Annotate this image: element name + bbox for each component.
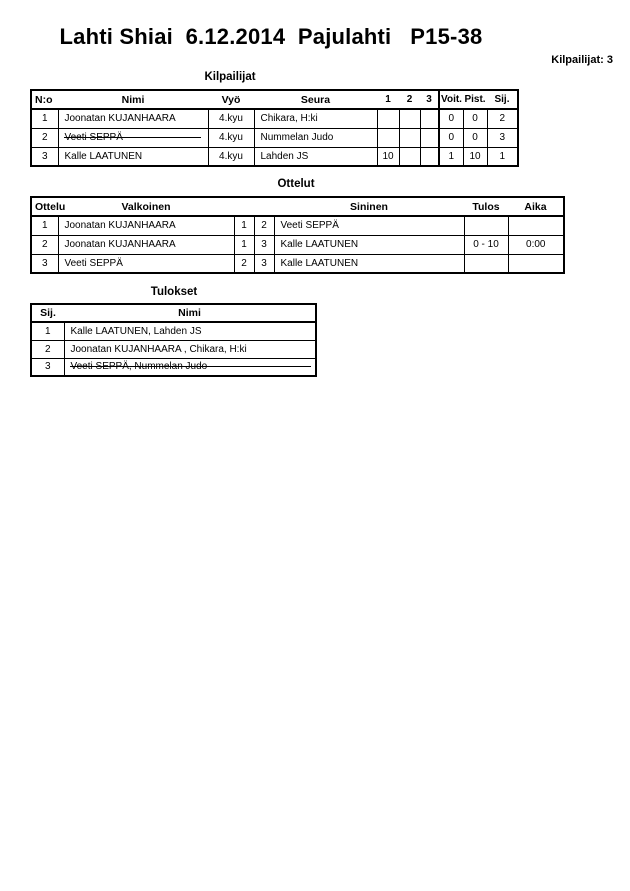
table-row	[31, 340, 316, 358]
cell-valkoinen: Joonatan KUJANHAARA	[58, 216, 234, 235]
cell-voit: 0	[439, 128, 463, 147]
cell-blue-no: 2	[254, 216, 274, 235]
kilpailijat-col-nimi: Nimi	[58, 90, 208, 109]
tulokset-col-sij: Sij.	[31, 304, 64, 322]
cell-r1	[377, 109, 399, 128]
cell-sij: 3	[487, 128, 518, 147]
tulokset-col-nimi: Nimi	[64, 304, 316, 322]
cell-r1	[377, 128, 399, 147]
kilpailijat-col-r1: 1	[377, 90, 399, 109]
cell-r2	[399, 128, 420, 147]
cell-aika	[508, 254, 564, 273]
tulokset-heading: Tulokset	[150, 286, 198, 298]
cell-no: 2	[31, 128, 58, 147]
cell-nimi: Joonatan KUJANHAARA , Chikara, H:ki	[64, 340, 316, 358]
ottelut-header-row	[31, 197, 564, 216]
cell-r2	[399, 147, 420, 166]
ottelut-col-sininen: Sininen	[274, 197, 464, 216]
cell-aika	[508, 216, 564, 235]
cell-tulos	[464, 254, 508, 273]
cell-nimi: Veeti SEPPÄ	[58, 128, 208, 147]
kilpailijat-table	[30, 89, 519, 167]
ottelut-col-tulos: Tulos	[464, 197, 508, 216]
cell-valkoinen: Veeti SEPPÄ	[58, 254, 234, 273]
cell-no: 3	[31, 147, 58, 166]
kilpailijat-col-r2: 2	[399, 90, 420, 109]
tulokset-header-row	[31, 304, 316, 322]
kilpailijat-col-no: N:o	[31, 90, 58, 109]
ottelut-col-wn	[234, 197, 254, 216]
cell-nimi: Joonatan KUJANHAARA	[58, 109, 208, 128]
cell-r2	[399, 109, 420, 128]
cell-seura: Chikara, H:ki	[254, 109, 377, 128]
cell-sininen: Kalle LAATUNEN	[274, 254, 464, 273]
cell-nimi: Kalle LAATUNEN, Lahden JS	[64, 322, 316, 340]
kilpailijat-col-pist: Pist.	[463, 90, 487, 109]
cell-voit: 1	[439, 147, 463, 166]
cell-tulos: 0 - 10	[464, 235, 508, 254]
cell-vyo: 4.kyu	[208, 128, 254, 147]
cell-r1: 10	[377, 147, 399, 166]
table-row	[31, 147, 518, 166]
table-row	[31, 109, 518, 128]
cell-white-no: 1	[234, 235, 254, 254]
ottelut-col-aika: Aika	[508, 197, 564, 216]
table-row	[31, 235, 564, 254]
kilpailijat-header-row	[31, 90, 518, 109]
table-row	[31, 216, 564, 235]
table-row	[31, 358, 316, 376]
cell-voit: 0	[439, 109, 463, 128]
cell-blue-no: 3	[254, 254, 274, 273]
cell-sij: 2	[487, 109, 518, 128]
kilpailijat-col-sij: Sij.	[487, 90, 518, 109]
tulokset-table	[30, 303, 317, 377]
table-row	[31, 254, 564, 273]
cell-sininen: Kalle LAATUNEN	[274, 235, 464, 254]
cell-tulos	[464, 216, 508, 235]
kilpailijat-col-voit: Voit.	[439, 90, 463, 109]
cell-nimi: Veeti SEPPÄ, Nummelan Judo	[64, 358, 316, 376]
cell-no: 1	[31, 109, 58, 128]
cell-valkoinen: Joonatan KUJANHAARA	[58, 235, 234, 254]
table-row	[31, 128, 518, 147]
cell-sij: 3	[31, 358, 64, 376]
cell-sij: 1	[487, 147, 518, 166]
cell-nimi: Kalle LAATUNEN	[58, 147, 208, 166]
page-title: Lahti Shiai 6.12.2014 Pajulahti P15-38	[59, 24, 483, 49]
ottelut-col-ottelu: Ottelu	[31, 197, 58, 216]
kilpailijat-col-r3: 3	[420, 90, 439, 109]
cell-sininen: Veeti SEPPÄ	[274, 216, 464, 235]
cell-match-no: 1	[31, 216, 58, 235]
ottelut-col-valkoinen: Valkoinen	[58, 197, 234, 216]
cell-white-no: 1	[234, 216, 254, 235]
cell-r3	[420, 109, 439, 128]
ottelut-heading: Ottelut	[277, 178, 315, 190]
cell-r3	[420, 128, 439, 147]
competitors-count: Kilpailijat: 3	[551, 54, 613, 66]
cell-aika: 0:00	[508, 235, 564, 254]
cell-pist: 0	[463, 128, 487, 147]
cell-sij: 2	[31, 340, 64, 358]
ottelut-col-bn	[254, 197, 274, 216]
cell-sij: 1	[31, 322, 64, 340]
kilpailijat-col-seura: Seura	[254, 90, 377, 109]
ottelut-table	[30, 196, 565, 274]
cell-r3	[420, 147, 439, 166]
kilpailijat-heading: Kilpailijat	[204, 71, 256, 83]
cell-pist: 10	[463, 147, 487, 166]
cell-match-no: 2	[31, 235, 58, 254]
cell-vyo: 4.kyu	[208, 109, 254, 128]
cell-white-no: 2	[234, 254, 254, 273]
kilpailijat-col-vyo: Vyö	[208, 90, 254, 109]
table-row	[31, 322, 316, 340]
cell-blue-no: 3	[254, 235, 274, 254]
cell-match-no: 3	[31, 254, 58, 273]
cell-vyo: 4.kyu	[208, 147, 254, 166]
cell-seura: Lahden JS	[254, 147, 377, 166]
cell-seura: Nummelan Judo	[254, 128, 377, 147]
cell-pist: 0	[463, 109, 487, 128]
